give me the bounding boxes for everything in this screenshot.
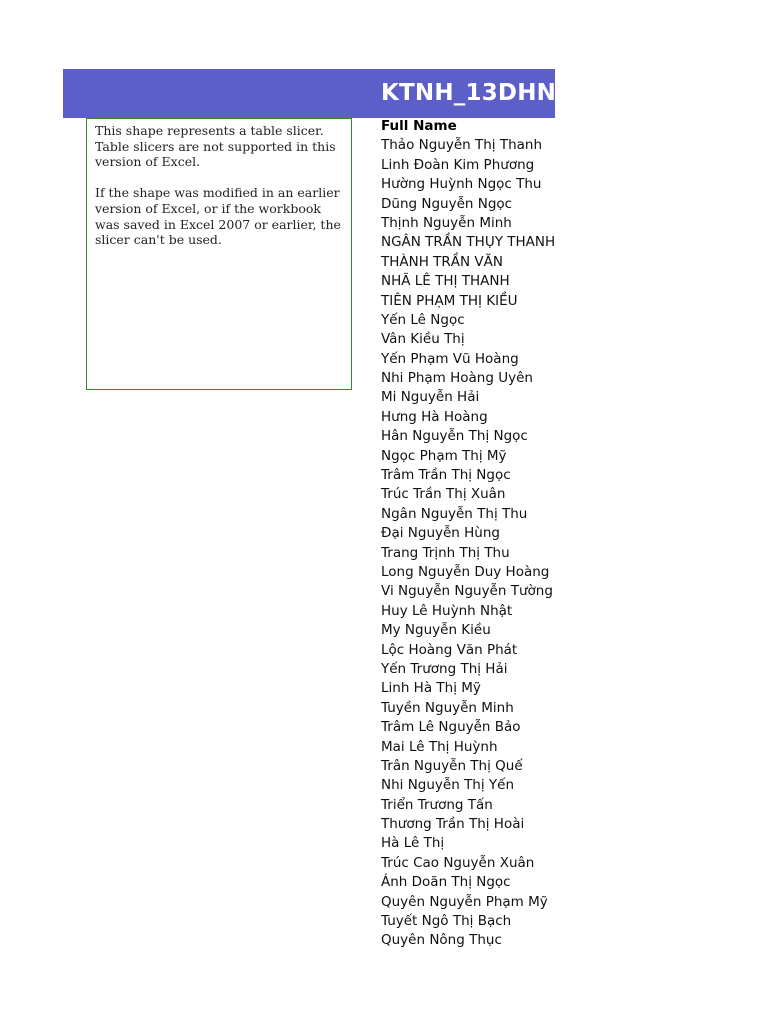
table-cell-full-name[interactable]: Hân Nguyễn Thị Ngọc [381, 428, 528, 445]
table-cell-full-name[interactable]: Hà Lê Thị [381, 835, 445, 852]
table-cell-full-name[interactable]: Nhi Nguyễn Thị Yến [381, 777, 515, 794]
sheet-title-banner [63, 69, 576, 118]
table-cell-full-name[interactable]: Tuyền Nguyễn Minh [381, 699, 514, 716]
slicer-notice-paragraph-1: This shape represents a table slicer. Table slicers are not supported in this version of Excel. [95, 123, 336, 170]
table-cell-full-name[interactable]: Mai Lê Thị Huỳnh [381, 738, 498, 755]
table-cell-full-name[interactable]: Hưng Hà Hoàng [381, 408, 488, 425]
table-cell-full-name[interactable]: Trúc Cao Nguyễn Xuân [381, 854, 535, 871]
slicer-placeholder-shape[interactable] [86, 118, 352, 390]
table-cell-full-name[interactable]: Trâm Lê Nguyễn Bảo [381, 719, 521, 736]
table-cell-full-name[interactable]: Quyên Nguyễn Phạm Mỹ [381, 893, 548, 910]
table-cell-full-name[interactable]: Nhi Phạm Hoàng Uyên [381, 370, 533, 387]
table-cell-full-name[interactable]: Long Nguyễn Duy Hoàng [381, 563, 550, 580]
column-header-full-name[interactable]: Full Name [381, 118, 457, 134]
table-cell-full-name[interactable]: Linh Hà Thị Mỹ [381, 680, 481, 697]
table-cell-full-name[interactable]: Yến Lê Ngọc [381, 311, 465, 328]
table-cell-full-name[interactable]: Trúc Trần Thị Xuân [381, 486, 506, 503]
full-name-column [381, 117, 556, 967]
table-cell-full-name[interactable]: Yến Phạm Vũ Hoàng [381, 350, 519, 367]
table-cell-full-name[interactable]: Yến Trương Thị Hải [381, 660, 508, 677]
table-cell-full-name[interactable]: Triển Trương Tấn [381, 796, 493, 813]
table-cell-full-name[interactable]: Đại Nguyễn Hùng [381, 525, 500, 542]
table-cell-full-name[interactable]: Trân Nguyễn Thị Quế [381, 757, 523, 774]
sheet-title: KTNH_13DHNH [381, 80, 576, 106]
table-cell-full-name[interactable]: Mi Nguyễn Hải [381, 389, 480, 406]
table-cell-full-name[interactable]: Ánh Doãn Thị Ngọc [381, 874, 511, 891]
table-cell-full-name[interactable]: Thịnh Nguyễn Minh [381, 214, 512, 231]
table-cell-full-name[interactable]: Quyên Nông Thục [381, 932, 502, 949]
table-cell-full-name[interactable]: Ngọc Phạm Thị Mỹ [381, 447, 507, 464]
table-cell-full-name[interactable]: Linh Đoàn Kim Phương [381, 156, 535, 173]
table-cell-full-name[interactable]: TIÊN PHẠM THỊ KIỀU [381, 292, 518, 309]
table-cell-full-name[interactable]: THÀNH TRẦN VĂN [381, 253, 503, 270]
table-cell-full-name[interactable]: NGÂN TRẦN THỤY THANH [381, 234, 556, 251]
table-cell-full-name[interactable]: NHÃ LÊ THỊ THANH [381, 273, 510, 290]
name-list [381, 136, 556, 950]
table-cell-full-name[interactable]: Lộc Hoàng Văn Phát [381, 641, 518, 658]
table-cell-full-name[interactable]: Thương Trần Thị Hoài [381, 816, 525, 833]
table-cell-full-name[interactable]: Dũng Nguyễn Ngọc [381, 195, 513, 212]
table-cell-full-name[interactable]: Ngân Nguyễn Thị Thu [381, 505, 528, 522]
table-cell-full-name[interactable]: Vân Kiều Thị [381, 331, 465, 348]
table-cell-full-name[interactable]: Trâm Trần Thị Ngọc [381, 467, 511, 484]
table-cell-full-name[interactable]: Thảo Nguyễn Thị Thanh [381, 137, 543, 154]
table-cell-full-name[interactable]: Trang Trịnh Thị Thu [381, 544, 510, 561]
slicer-notice-paragraph-2: If the shape was modified in an earlier version of Excel, or if the workbook was saved in Excel 2007 or earlier, the slicer can't be used. [95, 185, 341, 248]
table-cell-full-name[interactable]: Huy Lê Huỳnh Nhật [381, 602, 513, 619]
table-cell-full-name[interactable]: Hường Huỳnh Ngọc Thu [381, 176, 542, 193]
table-cell-full-name[interactable]: My Nguyễn Kiều [381, 622, 491, 639]
table-cell-full-name[interactable]: Tuyết Ngô Thị Bạch [381, 913, 512, 930]
table-cell-full-name[interactable]: Vi Nguyễn Nguyễn Tường [381, 583, 553, 600]
